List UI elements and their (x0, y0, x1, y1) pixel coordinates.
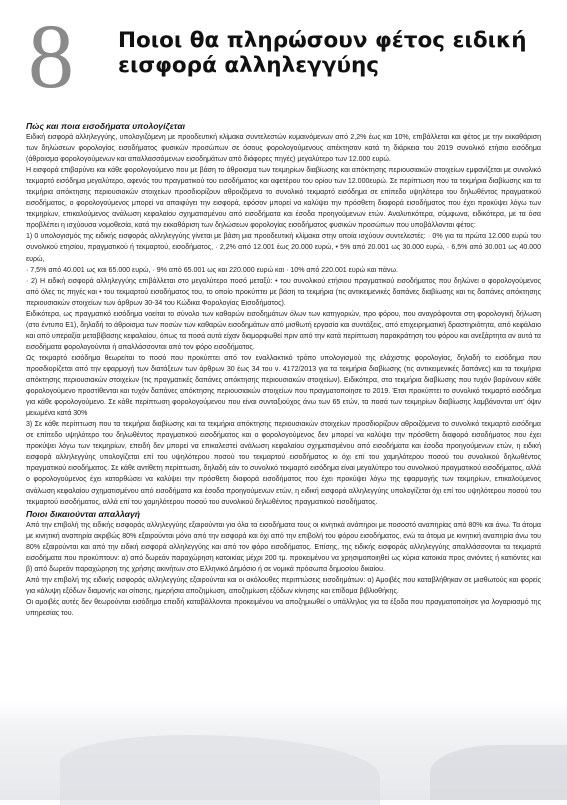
section-heading: Πώς και ποια εισοδήματα υπολογίζεται (26, 121, 186, 131)
paragraph: Ειδικότερα, ως πραγματικό εισόδημα νοείται το σύνολο των καθαρών εισοδημάτων όλων των κατηγοριών, προ φόρου, που αναγράφονται στη φορολογική δήλωση (στο έντυπο Ε1), δηλαδή το άθροισμα των ποσών των καθαρών εισοδημάτων από μισθωτή εργασία και συντάξεις, από επιχειρηματική δραστηριότητα, από κεφάλαιο και από υπεραξία μεταβίβασης κεφαλαίου, όπως τα ποσά αυτά είχαν διαμορφωθεί πριν από την κατά περίπτωση παρακράτηση του φόρου και ανεξάρτητα αν αυτά τα εισοδήματα φορολογούνται ή απαλλάσσονται από τον φόρο εισοδήματος. (26, 310, 541, 351)
paragraph: Ως τεκμαρτό εισόδημα θεωρείται το ποσό που προκύπτει από τον εναλλακτικό τρόπο υπολογισμού της ελάχιστης φορολογίας, δηλαδή το εισόδημα που προσδιορίζεται από την εφαρμογή των διατάξεων των άρθρων 30 έως 34 του ν. 4172/2013 για τα τεκμήρια διαβίωσης (τις αντικειμενικές δαπάνες) και τα τεκμήρια απόκτησης περιουσιακών στοιχείων (τις πραγματικές δαπάνες απόκτησης περιουσιακών στοιχείων). Ειδικότερα, στα τεκμήρια διαβίωσης που τυχόν βαρύνουν κάθε φορολογούμενο προστίθενται και τυχόν δαπάνες απόκτησης περιουσιακών στοιχείων που πραγματοποίησε το 2019. Έτσι προκύπτει το συνολικό τεκμαρτό εισόδημα για κάθε φορολογούμενο. Σε κάθε περίπτωση φορολογούμενου που είναι συνταξιούχος άνω των 65 ετών, τα ποσά των τεκμηρίων διαβίωσης λαμβάνονται υπ' όψιν μειωμένα κατά 30% (26, 354, 541, 418)
chapter-header (0, 0, 567, 107)
paragraph: Από την επιβολή της ειδικής εισφοράς αλληλεγγύης εξαιρούνται και οι ακόλουθες περιπτώσεις εισοδημάτων: α) Αμοιβές που καταβλήθηκαν σε μισθωτούς και φορείς για κάλυψη εξόδων διαμονής και σίτισης, ημερήσια αποζημίωση, αποζημίωση εξόδων κίνησης και επίδομα βιβλιοθήκης. (26, 576, 541, 595)
paragraph: · 7,5% από 40.001 ως και 65.000 ευρώ, · 9% από 65.001 ως και 220.000 ευρώ και · 10% από 220.001 ευρώ και πάνω. (26, 266, 398, 274)
paragraph: Η εισφορά επιβαρύνει και κάθε φορολογούμενο που με βάση το άθροισμα των τεκμηρίων διαβίωσης και απόκτησης περιουσιακών στοιχείων εμφανίζεται με συνολικό τεκμαρτό εισόδημα μεγαλύτερο, αφενός του πραγματικού του εισοδήματος και αφετέρου του ορίου των 12.000ευρώ. Σε περίπτωση που τα τεκμήρια διαβίωσης και τα τεκμήρια απόκτησης περιουσιακών στοιχείων προσδιορίζουν αθροιζόμενα το συνολικό τεκμαρτό εισόδημα σε επίπεδο υψηλότερο του δηλωθέντος πραγματικού εισοδήματος, ο φορολογούμενος μπορεί να απαιφύγει την εισφορά, εφόσον μπορεί να καλύψει την πρόσθετη διαφορά εισοδήματος που έχει προκύψει λόγω των τεκμηρίων, επικαλούμενος ανάλωση κεφαλαίου σχηματισμένου από εισοδήματα και έσοδα προηγούμενων ετών. Αναλυτικότερα, σύμφωνα, ειδικότερα, με τα όσα προβλέπει η ισχύουσα νομοθεσία, κατά την εκκαθάριση των δηλώσεων φορολογίας εισοδήματος φυσικών προσώπων που υποβάλλονται φέτος: (26, 167, 541, 230)
page-title: Ποιοι θα πληρώσουν φέτος ειδική εισφορά αλληλεγγύης (118, 28, 527, 78)
chapter-number: 8 (28, 5, 74, 107)
paragraph: Οι αμοιβές αυτές δεν θεωρούνται εισόδημα επειδή καταβάλλονται προκειμένου να αποζημιωθεί ο υπάλληλος για τα έξοδα που πραγματοποίησε για λογαριασμό της υπηρεσίας του. (26, 598, 541, 617)
paragraph: Από την επιβολή της ειδικής εισφοράς αλληλεγγύης εξαιρούνται για όλα τα εισοδήματα τους οι κινητικά ανάπηροι με ποσοστό αναπηρίας από 80% και άνω. Τα άτομα με κινητική αναπηρία ακριβώς 80% εξαιρούνται μόνο από την εισφορά και όχι από την επιβολή του φόρου εισοδήματος, ενώ τα άτομα με κινητική αναπηρία άνω του 80% εξαιρούνται και από την ειδική εισφορά αλληλεγγύης και από τον φόρο εισοδήματος. Επίσης, της ειδικής εισφοράς αλληλεγγύης απαλλάσσονται τα τεκμαρτά εισοδήματα που προκύπτουν: α) από δωρεάν παραχώρηση κατοικίας μέχρι 200 τμ. προκειμένου να χρησιμοποιηθεί ως κύρια κατοικία προς ανιόντες ή κατιόντες και β) από δωρεάν παραχώρηση της χρήσης ακινήτων στο Ελληνικό Δημόσιο ή σε νομικά πρόσωπα δημοσίου δικαίου. (26, 521, 541, 573)
paragraph: Ειδική εισφορά αλληλεγγύης, υπολογιζόμενη με προοδευτική κλίμακα συντελεστών κυμαινόμενων από 2,2% έως και 10%, επιβάλλεται και φέτος με την εκκαθάριση των δηλώσεων φορολογίας εισοδήματος φυσικών προσώπων σε όσους φορολογούμενους απέκτησαν κατά τη διάρκεια του 2019 συνολικό ετήσιο εισόδημα (άθροισμα φορολογούμενων και απαλλασσόμενων εισοδημάτων από διάφορες πηγές) μεγαλύτερο των 12.000 ευρώ. (26, 134, 541, 164)
paragraph: · 2) Η ειδική εισφορά αλληλεγγύης επιβάλλεται στο μεγαλύτερο ποσό μεταξύ: • του συνολικού ετήσιου πραγματικού εισοδήματος που δηλώνει ο φορολογούμενος από όλες τις πηγές και • του τεκμαρτού εισοδήματος του, το οποίο προκύπτει με βάση τα τεκμήρια (τις αντικειμενικές δαπάνες διαβίωσης και τις δαπάνες απόκτησης περιουσιακών στοιχείων των άρθρων 30-34 του Κώδικα Φορολογίας Εισοδήματος). (26, 277, 541, 307)
paragraph: 3) Σε κάθε περίπτωση που τα τεκμήρια διαβίωσης και τα τεκμήρια απόκτησης περιουσιακών στοιχείων προσδιορίζουν αθροιζόμενα το συνολικό τεκμαρτό εισόδημα σε επίπεδο υψηλότερο του δηλωθέντος πραγματικού εισοδήματος και ο φορολογούμενος δεν μπορεί να καλύψει την πρόσθετη διαφορά εισοδήματος που έχει προκύψει λόγω των τεκμηρίων, επειδή δεν μπορεί να επικαλεστεί ανάλωση κεφαλαίου σχηματισμένου από εισοδήματα και έσοδα προηγούμενων ετών, η ειδική εισφορά αλληλεγγύης υπολογίζεται επί του υψηλότερου ποσού του τεκμαρτού εισοδήματος κι όχι επί του χαμηλότερου ποσού του συνολικού δηλωθέντος πραγματικού εισοδήματος. Σε κάθε αντίθετη περίπτωση, δηλαδή εάν το συνολικό τεκμαρτό εισόδημα είναι μεγαλύτερο του συνολικού πραγματικού εισοδήματος, αλλά ο φορολογούμενος έχει κατορθώσει να καλύψει την πρόσθετη διαφορά εισοδήματος που έχει προκύψει λόγω της εφαρμογής των τεκμηρίων, επικαλούμενος ανάλωση κεφαλαίου σχηματισμένου από εισοδήματα και έσοδα προηγούμενων ετών, η ειδική εισφορά αλληλεγγύης υπολογίζεται όχι επί του υψηλότερου ποσού του τεκμαρτού εισοδήματος, αλλά επί του χαμηλότερου ποσού του συνολικού δηλωθέντος πραγματικού εισοδήματος. (26, 421, 541, 506)
footer-decoration (430, 745, 567, 800)
article-body (26, 120, 541, 619)
section-heading: Ποιοι δικαιούνται απαλλαγή (26, 508, 141, 519)
paragraph: 1) 0 υπολογισμός της ειδικής εισφοράς αλληλεγγύης γίνεται με βάση μια προοδευτική κλίμακα στην οποία ισχύουν συντελεστές: · 0% για τα πρώτα 12.000 ευρώ του συνολικού ετησίου, πραγματικού ή τεκμαρτού, εισοδήματος, · 2,2% από 12.001 έως 20.000 ευρώ, • 5% από 20.001 ως 30.000 ευρώ, · 6,5% από 30.001 ως 40.000 ευρώ, (26, 233, 541, 263)
